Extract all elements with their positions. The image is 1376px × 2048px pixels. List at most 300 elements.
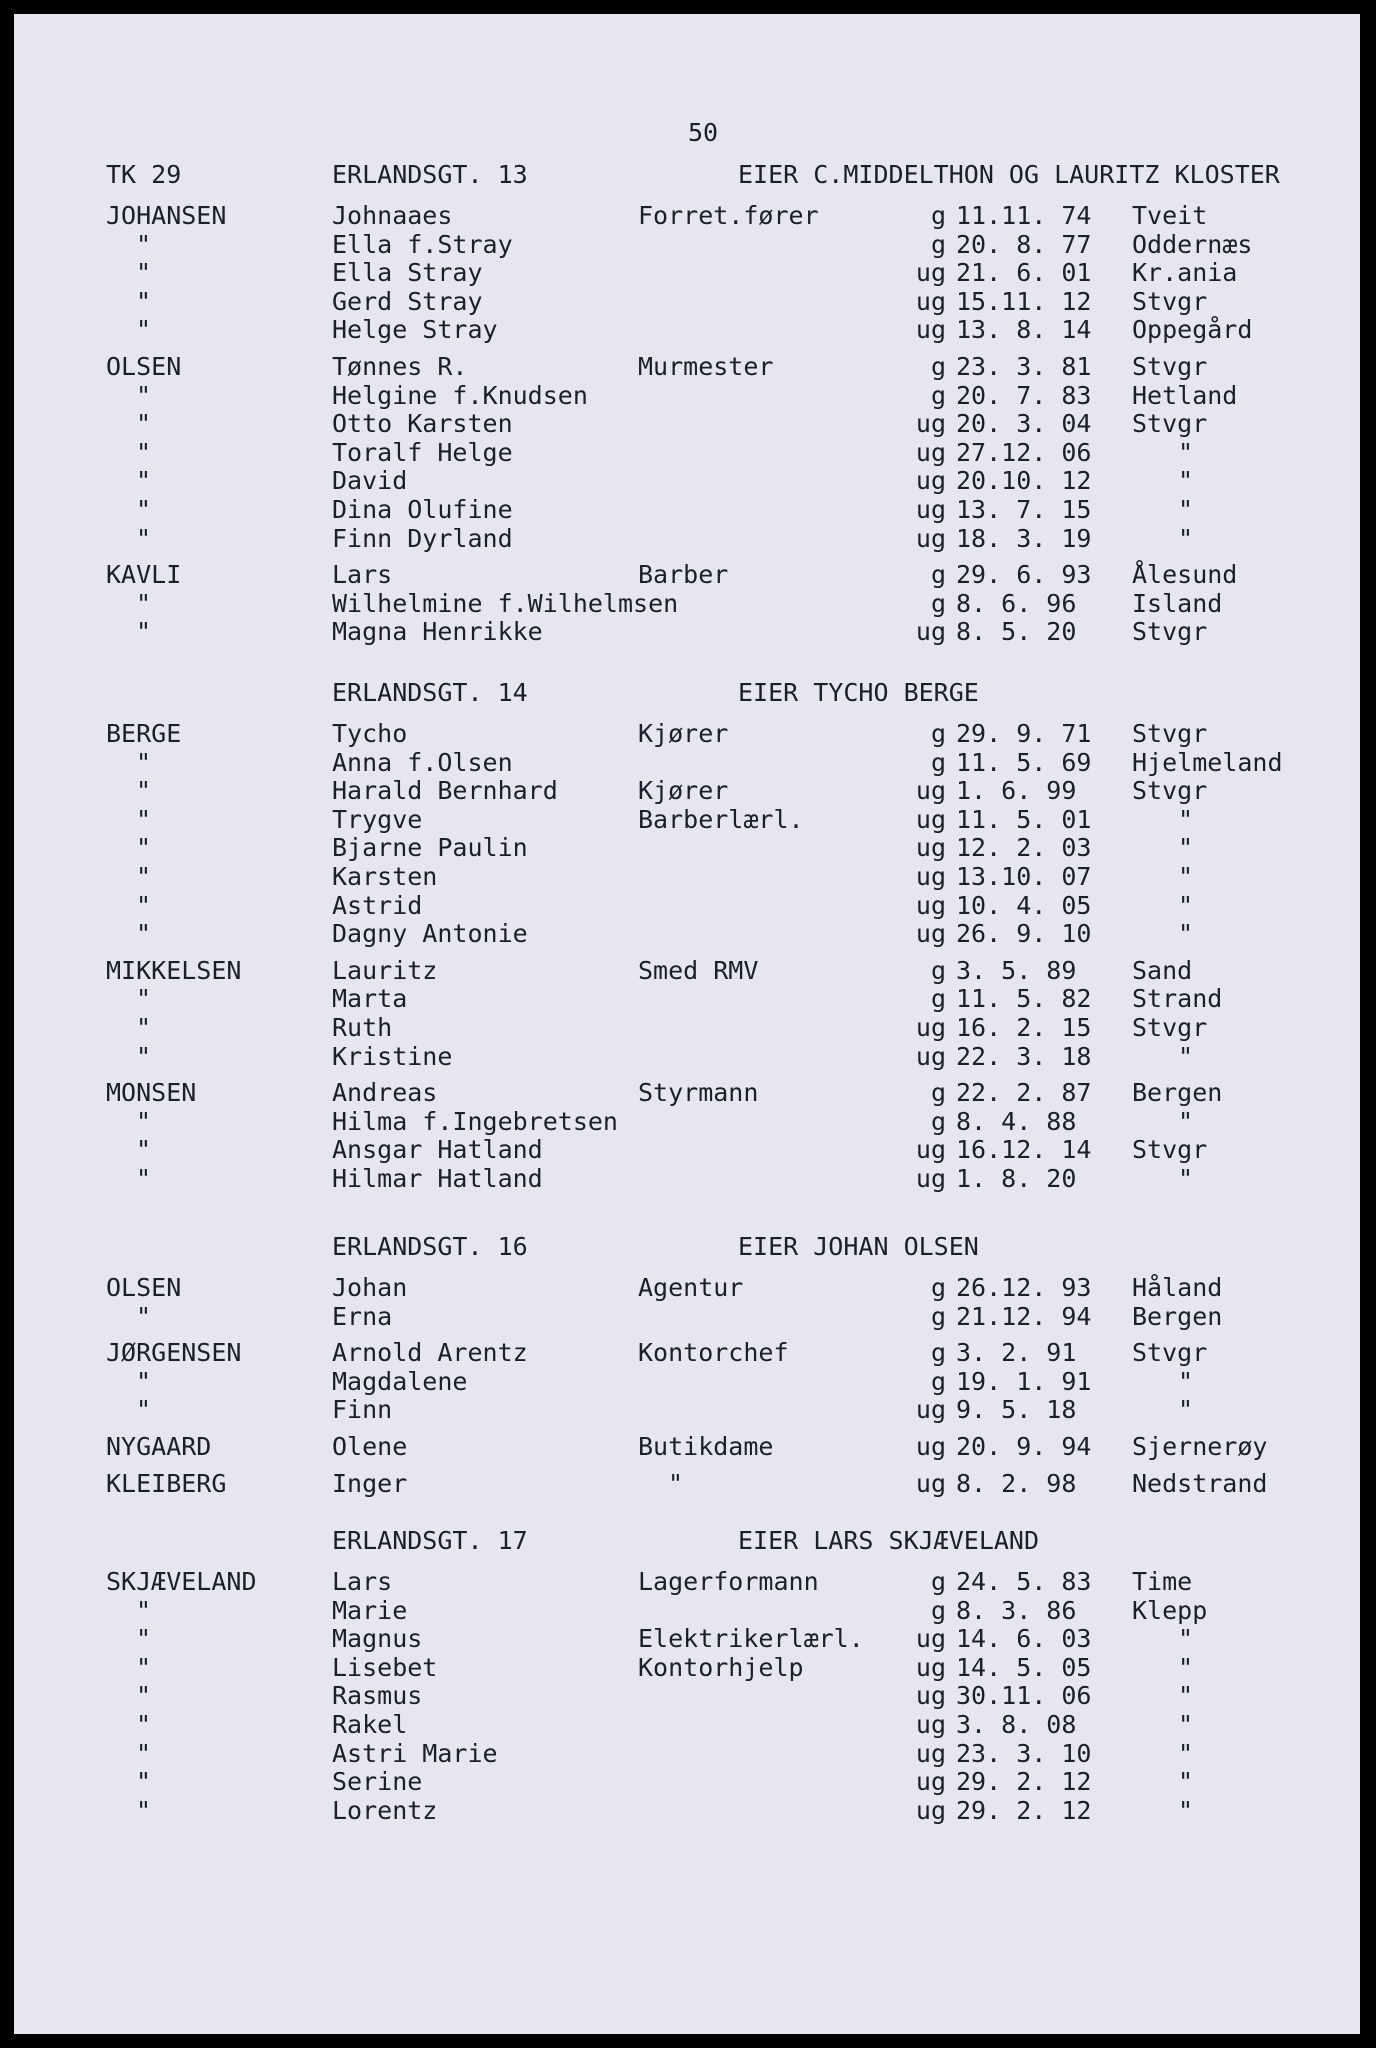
birth-date: 18. 3. 19 bbox=[956, 524, 1092, 553]
block-header bbox=[14, 1526, 1360, 1556]
surname: BERGE bbox=[106, 719, 182, 748]
person-row bbox=[14, 833, 1360, 863]
given-name: Ella Stray bbox=[332, 258, 483, 287]
surname: " bbox=[136, 258, 152, 287]
surname: " bbox=[136, 805, 152, 834]
surname: " bbox=[136, 1596, 152, 1625]
occupation: Murmester bbox=[638, 352, 774, 381]
birth-place: Klepp bbox=[1132, 1596, 1208, 1625]
birth-place: " bbox=[1178, 1367, 1194, 1396]
person-row bbox=[14, 315, 1360, 345]
surname: " bbox=[136, 833, 152, 862]
birth-date: 16.12. 14 bbox=[956, 1135, 1092, 1164]
person-row bbox=[14, 1395, 1360, 1425]
person-row bbox=[14, 258, 1360, 288]
birth-place: " bbox=[1178, 833, 1194, 862]
marital-status: ug bbox=[915, 1164, 946, 1193]
surname: " bbox=[136, 748, 152, 777]
person-row bbox=[14, 1135, 1360, 1165]
marital-status: ug bbox=[915, 919, 946, 948]
surname: KLEIBERG bbox=[106, 1469, 227, 1498]
person-row bbox=[14, 1681, 1360, 1711]
birth-date: 14. 5. 05 bbox=[956, 1653, 1092, 1682]
surname: " bbox=[136, 1796, 152, 1825]
birth-place: Stvgr bbox=[1132, 1135, 1208, 1164]
given-name: Rakel bbox=[332, 1710, 408, 1739]
birth-place: Stvgr bbox=[1132, 617, 1208, 646]
marital-status: g bbox=[930, 589, 946, 618]
birth-place: Island bbox=[1132, 589, 1223, 618]
birth-place: " bbox=[1178, 466, 1194, 495]
given-name: Trygve bbox=[332, 805, 423, 834]
given-name: Ansgar Hatland bbox=[332, 1135, 543, 1164]
birth-place: " bbox=[1178, 1767, 1194, 1796]
person-row bbox=[14, 1367, 1360, 1397]
street-address: ERLANDSGT. 17 bbox=[332, 1526, 528, 1555]
surname: " bbox=[136, 1164, 152, 1193]
given-name: Gerd Stray bbox=[332, 287, 483, 316]
birth-place: Strand bbox=[1132, 984, 1223, 1013]
given-name: Otto Karsten bbox=[332, 409, 513, 438]
marital-status: g bbox=[930, 1367, 946, 1396]
birth-date: 3. 2. 91 bbox=[956, 1338, 1077, 1367]
birth-date: 27.12. 06 bbox=[956, 438, 1092, 467]
marital-status: g bbox=[930, 984, 946, 1013]
given-name: Lars bbox=[332, 560, 393, 589]
surname: OLSEN bbox=[106, 352, 182, 381]
marital-status: g bbox=[930, 719, 946, 748]
page-number: 50 bbox=[688, 118, 719, 147]
birth-date: 8. 4. 88 bbox=[956, 1107, 1077, 1136]
occupation: Agentur bbox=[638, 1273, 744, 1302]
birth-place: " bbox=[1178, 805, 1194, 834]
surname: " bbox=[136, 776, 152, 805]
person-row bbox=[14, 1042, 1360, 1072]
property-owner: EIER C.MIDDELTHON OG LAURITZ KLOSTER bbox=[738, 160, 1280, 189]
person-row bbox=[14, 352, 1360, 382]
surname: " bbox=[136, 524, 152, 553]
birth-place: Stvgr bbox=[1132, 776, 1208, 805]
surname: " bbox=[136, 466, 152, 495]
marital-status: ug bbox=[915, 524, 946, 553]
given-name: Wilhelmine f.Wilhelmsen bbox=[332, 589, 679, 618]
given-name: Toralf Helge bbox=[332, 438, 513, 467]
marital-status: g bbox=[930, 1596, 946, 1625]
given-name: Arnold Arentz bbox=[332, 1338, 528, 1367]
given-name: Inger bbox=[332, 1469, 408, 1498]
birth-place: Stvgr bbox=[1132, 352, 1208, 381]
given-name: Magdalene bbox=[332, 1367, 468, 1396]
surname: " bbox=[136, 984, 152, 1013]
surname: " bbox=[136, 409, 152, 438]
given-name: Helgine f.Knudsen bbox=[332, 381, 588, 410]
birth-date: 23. 3. 10 bbox=[956, 1739, 1092, 1768]
property-owner: EIER LARS SKJÆVELAND bbox=[738, 1526, 1040, 1555]
surname: " bbox=[136, 919, 152, 948]
person-row bbox=[14, 956, 1360, 986]
given-name: Dagny Antonie bbox=[332, 919, 528, 948]
document-page bbox=[14, 14, 1360, 2034]
marital-status: ug bbox=[915, 1624, 946, 1653]
birth-place: Bergen bbox=[1132, 1302, 1223, 1331]
birth-place: Stvgr bbox=[1132, 409, 1208, 438]
marital-status: ug bbox=[915, 805, 946, 834]
given-name: Lauritz bbox=[332, 956, 438, 985]
surname: " bbox=[136, 617, 152, 646]
person-row bbox=[14, 719, 1360, 749]
marital-status: ug bbox=[915, 1135, 946, 1164]
person-row bbox=[14, 495, 1360, 525]
marital-status: g bbox=[930, 1338, 946, 1367]
birth-date: 13.10. 07 bbox=[956, 862, 1092, 891]
marital-status: ug bbox=[915, 315, 946, 344]
birth-date: 20.10. 12 bbox=[956, 466, 1092, 495]
marital-status: ug bbox=[915, 1681, 946, 1710]
birth-place: " bbox=[1178, 1796, 1194, 1825]
person-row bbox=[14, 617, 1360, 647]
marital-status: g bbox=[930, 748, 946, 777]
given-name: Kristine bbox=[332, 1042, 453, 1071]
marital-status: ug bbox=[915, 862, 946, 891]
surname: " bbox=[136, 438, 152, 467]
occupation: Forret.fører bbox=[638, 201, 819, 230]
surname: " bbox=[136, 1624, 152, 1653]
person-row bbox=[14, 524, 1360, 554]
birth-date: 3. 8. 08 bbox=[956, 1710, 1077, 1739]
birth-date: 22. 2. 87 bbox=[956, 1078, 1092, 1107]
birth-place: Ålesund bbox=[1132, 560, 1238, 589]
block-header bbox=[14, 160, 1360, 190]
person-row bbox=[14, 984, 1360, 1014]
person-row bbox=[14, 1624, 1360, 1654]
given-name: Dina Olufine bbox=[332, 495, 513, 524]
birth-date: 11.11. 74 bbox=[956, 201, 1092, 230]
surname: " bbox=[136, 287, 152, 316]
surname: SKJÆVELAND bbox=[106, 1567, 257, 1596]
birth-place: " bbox=[1178, 1681, 1194, 1710]
block-header bbox=[14, 1232, 1360, 1262]
marital-status: ug bbox=[915, 495, 946, 524]
birth-date: 8. 3. 86 bbox=[956, 1596, 1077, 1625]
street-address: ERLANDSGT. 14 bbox=[332, 678, 528, 707]
given-name: Hilma f.Ingebretsen bbox=[332, 1107, 618, 1136]
birth-date: 11. 5. 82 bbox=[956, 984, 1092, 1013]
property-owner: EIER TYCHO BERGE bbox=[738, 678, 979, 707]
birth-date: 21.12. 94 bbox=[956, 1302, 1092, 1331]
person-row bbox=[14, 1567, 1360, 1597]
birth-date: 11. 5. 69 bbox=[956, 748, 1092, 777]
birth-place: Stvgr bbox=[1132, 1013, 1208, 1042]
marital-status: ug bbox=[915, 833, 946, 862]
birth-date: 12. 2. 03 bbox=[956, 833, 1092, 862]
birth-date: 26. 9. 10 bbox=[956, 919, 1092, 948]
given-name: Andreas bbox=[332, 1078, 438, 1107]
given-name: Marta bbox=[332, 984, 408, 1013]
occupation: Barberlærl. bbox=[638, 805, 804, 834]
birth-place: Sjernerøy bbox=[1132, 1432, 1268, 1461]
person-row bbox=[14, 1767, 1360, 1797]
marital-status: ug bbox=[915, 409, 946, 438]
birth-place: Nedstrand bbox=[1132, 1469, 1268, 1498]
given-name: Johan bbox=[332, 1273, 408, 1302]
birth-date: 1. 6. 99 bbox=[956, 776, 1077, 805]
surname: " bbox=[136, 1710, 152, 1739]
marital-status: ug bbox=[915, 1042, 946, 1071]
surname: " bbox=[136, 1135, 152, 1164]
marital-status: g bbox=[930, 230, 946, 259]
person-row bbox=[14, 589, 1360, 619]
marital-status: g bbox=[930, 1302, 946, 1331]
marital-status: ug bbox=[915, 258, 946, 287]
surname: " bbox=[136, 589, 152, 618]
person-row bbox=[14, 201, 1360, 231]
marital-status: ug bbox=[915, 1013, 946, 1042]
given-name: Lorentz bbox=[332, 1796, 438, 1825]
surname: NYGAARD bbox=[106, 1432, 212, 1461]
marital-status: ug bbox=[915, 287, 946, 316]
given-name: Erna bbox=[332, 1302, 393, 1331]
birth-date: 29. 2. 12 bbox=[956, 1796, 1092, 1825]
birth-place: " bbox=[1178, 1395, 1194, 1424]
birth-place: Kr.ania bbox=[1132, 258, 1238, 287]
birth-place: Oppegård bbox=[1132, 315, 1253, 344]
birth-place: " bbox=[1178, 1164, 1194, 1193]
person-row bbox=[14, 1107, 1360, 1137]
birth-date: 8. 2. 98 bbox=[956, 1469, 1077, 1498]
birth-date: 3. 5. 89 bbox=[956, 956, 1077, 985]
birth-date: 20. 7. 83 bbox=[956, 381, 1092, 410]
occupation: " bbox=[668, 1469, 684, 1498]
person-row bbox=[14, 1739, 1360, 1769]
person-row bbox=[14, 1596, 1360, 1626]
surname: " bbox=[136, 862, 152, 891]
birth-place: " bbox=[1178, 862, 1194, 891]
birth-date: 15.11. 12 bbox=[956, 287, 1092, 316]
surname: " bbox=[136, 381, 152, 410]
person-row bbox=[14, 1078, 1360, 1108]
street-address: ERLANDSGT. 13 bbox=[332, 160, 528, 189]
person-row bbox=[14, 1796, 1360, 1826]
marital-status: g bbox=[930, 201, 946, 230]
occupation: Kontorchef bbox=[638, 1338, 789, 1367]
person-row bbox=[14, 1653, 1360, 1683]
person-row bbox=[14, 409, 1360, 439]
given-name: Anna f.Olsen bbox=[332, 748, 513, 777]
marital-status: ug bbox=[915, 1653, 946, 1682]
person-row bbox=[14, 1302, 1360, 1332]
given-name: Marie bbox=[332, 1596, 408, 1625]
marital-status: ug bbox=[915, 1767, 946, 1796]
person-row bbox=[14, 1013, 1360, 1043]
surname: " bbox=[136, 1367, 152, 1396]
person-row bbox=[14, 805, 1360, 835]
given-name: Lisebet bbox=[332, 1653, 438, 1682]
marital-status: ug bbox=[915, 776, 946, 805]
birth-place: " bbox=[1178, 1107, 1194, 1136]
person-row bbox=[14, 1338, 1360, 1368]
given-name: Johnaaes bbox=[332, 201, 453, 230]
birth-place: Stvgr bbox=[1132, 1338, 1208, 1367]
surname: OLSEN bbox=[106, 1273, 182, 1302]
birth-place: Tveit bbox=[1132, 201, 1208, 230]
marital-status: g bbox=[930, 560, 946, 589]
marital-status: ug bbox=[915, 1710, 946, 1739]
birth-place: " bbox=[1178, 1739, 1194, 1768]
person-row bbox=[14, 466, 1360, 496]
birth-date: 22. 3. 18 bbox=[956, 1042, 1092, 1071]
birth-place: Stvgr bbox=[1132, 719, 1208, 748]
surname: " bbox=[136, 315, 152, 344]
given-name: Ruth bbox=[332, 1013, 393, 1042]
surname: MIKKELSEN bbox=[106, 956, 242, 985]
birth-place: " bbox=[1178, 891, 1194, 920]
given-name: Bjarne Paulin bbox=[332, 833, 528, 862]
person-row bbox=[14, 287, 1360, 317]
given-name: Olene bbox=[332, 1432, 408, 1461]
birth-date: 30.11. 06 bbox=[956, 1681, 1092, 1710]
birth-date: 29. 6. 93 bbox=[956, 560, 1092, 589]
person-row bbox=[14, 748, 1360, 778]
person-row bbox=[14, 1469, 1360, 1499]
birth-date: 13. 8. 14 bbox=[956, 315, 1092, 344]
birth-place: Oddernæs bbox=[1132, 230, 1253, 259]
birth-date: 9. 5. 18 bbox=[956, 1395, 1077, 1424]
marital-status: ug bbox=[915, 438, 946, 467]
surname: " bbox=[136, 1302, 152, 1331]
street-address: ERLANDSGT. 16 bbox=[332, 1232, 528, 1261]
occupation: Kontorhjelp bbox=[638, 1653, 804, 1682]
given-name: Hilmar Hatland bbox=[332, 1164, 543, 1193]
surname: " bbox=[136, 1767, 152, 1796]
tk-label: TK 29 bbox=[106, 160, 182, 189]
given-name: Ella f.Stray bbox=[332, 230, 513, 259]
person-row bbox=[14, 230, 1360, 260]
surname: " bbox=[136, 1681, 152, 1710]
birth-date: 10. 4. 05 bbox=[956, 891, 1092, 920]
person-row bbox=[14, 776, 1360, 806]
birth-date: 29. 2. 12 bbox=[956, 1767, 1092, 1796]
given-name: Helge Stray bbox=[332, 315, 498, 344]
birth-date: 19. 1. 91 bbox=[956, 1367, 1092, 1396]
given-name: Lars bbox=[332, 1567, 393, 1596]
surname: " bbox=[136, 1739, 152, 1768]
birth-place: " bbox=[1178, 495, 1194, 524]
marital-status: g bbox=[930, 1078, 946, 1107]
occupation: Smed RMV bbox=[638, 956, 759, 985]
person-row bbox=[14, 862, 1360, 892]
birth-date: 1. 8. 20 bbox=[956, 1164, 1077, 1193]
surname: " bbox=[136, 1042, 152, 1071]
given-name: Tycho bbox=[332, 719, 408, 748]
person-row bbox=[14, 919, 1360, 949]
marital-status: g bbox=[930, 956, 946, 985]
surname: JOHANSEN bbox=[106, 201, 227, 230]
marital-status: ug bbox=[915, 1395, 946, 1424]
marital-status: ug bbox=[915, 617, 946, 646]
person-row bbox=[14, 438, 1360, 468]
person-row bbox=[14, 1432, 1360, 1462]
given-name: Astri Marie bbox=[332, 1739, 498, 1768]
given-name: Finn Dyrland bbox=[332, 524, 513, 553]
given-name: Serine bbox=[332, 1767, 423, 1796]
surname: " bbox=[136, 1107, 152, 1136]
occupation: Kjører bbox=[638, 776, 729, 805]
birth-place: Time bbox=[1132, 1567, 1193, 1596]
marital-status: g bbox=[930, 1273, 946, 1302]
birth-place: Bergen bbox=[1132, 1078, 1223, 1107]
birth-date: 23. 3. 81 bbox=[956, 352, 1092, 381]
birth-date: 16. 2. 15 bbox=[956, 1013, 1092, 1042]
birth-date: 26.12. 93 bbox=[956, 1273, 1092, 1302]
given-name: Rasmus bbox=[332, 1681, 423, 1710]
person-row bbox=[14, 1710, 1360, 1740]
block-header bbox=[14, 678, 1360, 708]
birth-place: Håland bbox=[1132, 1273, 1223, 1302]
birth-date: 29. 9. 71 bbox=[956, 719, 1092, 748]
person-row bbox=[14, 560, 1360, 590]
birth-date: 20. 8. 77 bbox=[956, 230, 1092, 259]
birth-date: 14. 6. 03 bbox=[956, 1624, 1092, 1653]
person-row bbox=[14, 891, 1360, 921]
birth-place: Sand bbox=[1132, 956, 1193, 985]
birth-date: 13. 7. 15 bbox=[956, 495, 1092, 524]
surname: " bbox=[136, 891, 152, 920]
birth-date: 8. 5. 20 bbox=[956, 617, 1077, 646]
birth-place: " bbox=[1178, 1710, 1194, 1739]
given-name: Finn bbox=[332, 1395, 393, 1424]
surname: JØRGENSEN bbox=[106, 1338, 242, 1367]
birth-place: Stvgr bbox=[1132, 287, 1208, 316]
marital-status: ug bbox=[915, 1739, 946, 1768]
occupation: Elektrikerlærl. bbox=[638, 1624, 864, 1653]
occupation: Lagerformann bbox=[638, 1567, 819, 1596]
marital-status: g bbox=[930, 1567, 946, 1596]
surname: " bbox=[136, 1395, 152, 1424]
given-name: Harald Bernhard bbox=[332, 776, 558, 805]
birth-date: 11. 5. 01 bbox=[956, 805, 1092, 834]
birth-date: 21. 6. 01 bbox=[956, 258, 1092, 287]
birth-date: 24. 5. 83 bbox=[956, 1567, 1092, 1596]
marital-status: ug bbox=[915, 466, 946, 495]
surname: " bbox=[136, 1653, 152, 1682]
surname: " bbox=[136, 1013, 152, 1042]
given-name: Magnus bbox=[332, 1624, 423, 1653]
birth-date: 20. 9. 94 bbox=[956, 1432, 1092, 1461]
marital-status: g bbox=[930, 381, 946, 410]
birth-place: Hetland bbox=[1132, 381, 1238, 410]
birth-date: 20. 3. 04 bbox=[956, 409, 1092, 438]
occupation: Barber bbox=[638, 560, 729, 589]
given-name: Karsten bbox=[332, 862, 438, 891]
occupation: Butikdame bbox=[638, 1432, 774, 1461]
marital-status: ug bbox=[915, 1796, 946, 1825]
birth-place: " bbox=[1178, 919, 1194, 948]
person-row bbox=[14, 1164, 1360, 1194]
given-name: David bbox=[332, 466, 408, 495]
occupation: Kjører bbox=[638, 719, 729, 748]
birth-place: " bbox=[1178, 1624, 1194, 1653]
birth-place: " bbox=[1178, 524, 1194, 553]
given-name: Astrid bbox=[332, 891, 423, 920]
birth-date: 8. 6. 96 bbox=[956, 589, 1077, 618]
marital-status: g bbox=[930, 1107, 946, 1136]
surname: MONSEN bbox=[106, 1078, 197, 1107]
given-name: Magna Henrikke bbox=[332, 617, 543, 646]
person-row bbox=[14, 1273, 1360, 1303]
marital-status: ug bbox=[915, 1469, 946, 1498]
marital-status: ug bbox=[915, 891, 946, 920]
birth-place: " bbox=[1178, 1042, 1194, 1071]
